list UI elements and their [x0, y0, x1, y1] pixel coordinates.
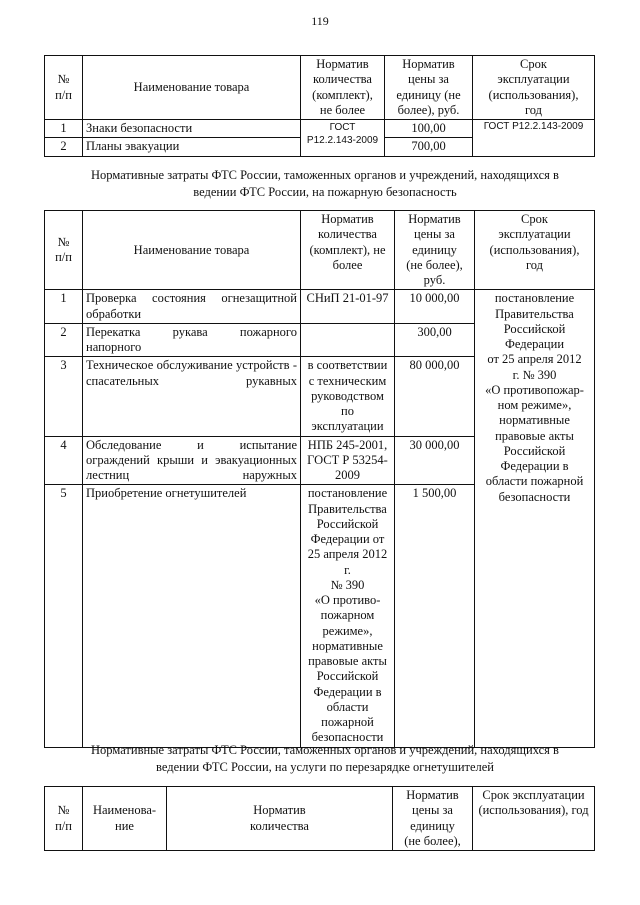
header-num: № п/п	[45, 211, 83, 290]
row-name: Приобретение огнетушителей	[83, 485, 301, 747]
safety-signs-table	[44, 55, 595, 157]
section-heading-fire-safety: Нормативные затраты ФТС России, таможенных органов и учреждений, находящихся в ведении ФТС России, на пожарную безопасность	[91, 168, 559, 199]
header-qty: Норматив количества	[167, 787, 393, 851]
row-price: 1 500,00	[395, 485, 475, 747]
row-num: 5	[45, 485, 83, 747]
page-number: 119	[311, 14, 329, 28]
header-num: № п/п	[45, 787, 83, 851]
table-header-row	[45, 211, 595, 290]
term-standard: ГОСТ Р12.2.143-2009	[473, 120, 595, 157]
row-name: Знаки безопасности	[83, 120, 301, 138]
header-qty: Норматив количества (комплект), не более	[301, 56, 385, 120]
row-price: 10 000,00	[395, 290, 475, 324]
row-qty: в соответствии с техническим руководством по эксплуатации	[301, 357, 395, 436]
header-price: Норматив цены за единицу (не более), руб.	[385, 56, 473, 120]
row-name: Планы эвакуации	[83, 138, 301, 156]
row-num: 2	[45, 323, 83, 357]
row-qty: СНиП 21-01-97	[301, 290, 395, 324]
row-num: 1	[45, 290, 83, 324]
row-name: Проверка состояния огнезащитной обработки	[83, 290, 301, 324]
header-qty: Норматив количества (комплект), не более	[301, 211, 395, 290]
row-price: 300,00	[395, 323, 475, 357]
row-num: 2	[45, 138, 83, 156]
row-qty: НПБ 245-2001, ГОСТ Р 53254- 2009	[301, 436, 395, 485]
table-header-row	[45, 787, 595, 851]
row-price: 30 000,00	[395, 436, 475, 485]
recharging-table	[44, 786, 595, 851]
table-row	[45, 290, 595, 324]
header-term: Срок эксплуатации (использования), год	[473, 787, 595, 851]
row-price: 80 000,00	[395, 357, 475, 436]
qty-standard: ГОСТ Р12.2.143-2009	[301, 120, 385, 157]
header-price: Норматив цены за единицу (не более),	[393, 787, 473, 851]
section-heading-recharging: Нормативные затраты ФТС России, таможенных органов и учреждений, находящихся в ведении ФТС России, на услуги по перезарядке огнетушителей	[91, 743, 559, 774]
header-term: Срок эксплуатации (использования), год	[475, 211, 595, 290]
row-name: Перекатка рукава пожарного напорного	[83, 323, 301, 357]
row-name: Обследование и испытание ограждений крыши и эвакуационных лестниц наружных	[83, 436, 301, 485]
header-price: Норматив цены за единицу (не более), руб.	[395, 211, 475, 290]
header-name: Наименование товара	[83, 56, 301, 120]
header-num: № п/п	[45, 56, 83, 120]
header-name: Наименование товара	[83, 211, 301, 290]
row-qty	[301, 323, 395, 357]
row-qty: постановление Правительства Российской Федерации от 25 апреля 2012 г. № 390 «О противо- пожарном режиме», нормативные правовые акты Российской Федерации в области пожарной безопасности	[301, 485, 395, 747]
row-num: 4	[45, 436, 83, 485]
table-row	[45, 120, 595, 138]
header-term: Срок эксплуатации (использования), год	[473, 56, 595, 120]
row-name: Техническое обслуживание устройств - спасательных рукавных	[83, 357, 301, 436]
table-header-row	[45, 56, 595, 120]
term-merged: постановление Правительства Российской Федерации от 25 апреля 2012 г. № 390 «О противопожар- ном режиме», нормативные правовые акты Российской Федерации в области пожарной безопасности	[475, 290, 595, 747]
row-num: 1	[45, 120, 83, 138]
header-name: Наименова- ние	[83, 787, 167, 851]
row-price: 100,00	[385, 120, 473, 138]
fire-safety-table	[44, 210, 595, 748]
row-price: 700,00	[385, 138, 473, 156]
row-num: 3	[45, 357, 83, 436]
